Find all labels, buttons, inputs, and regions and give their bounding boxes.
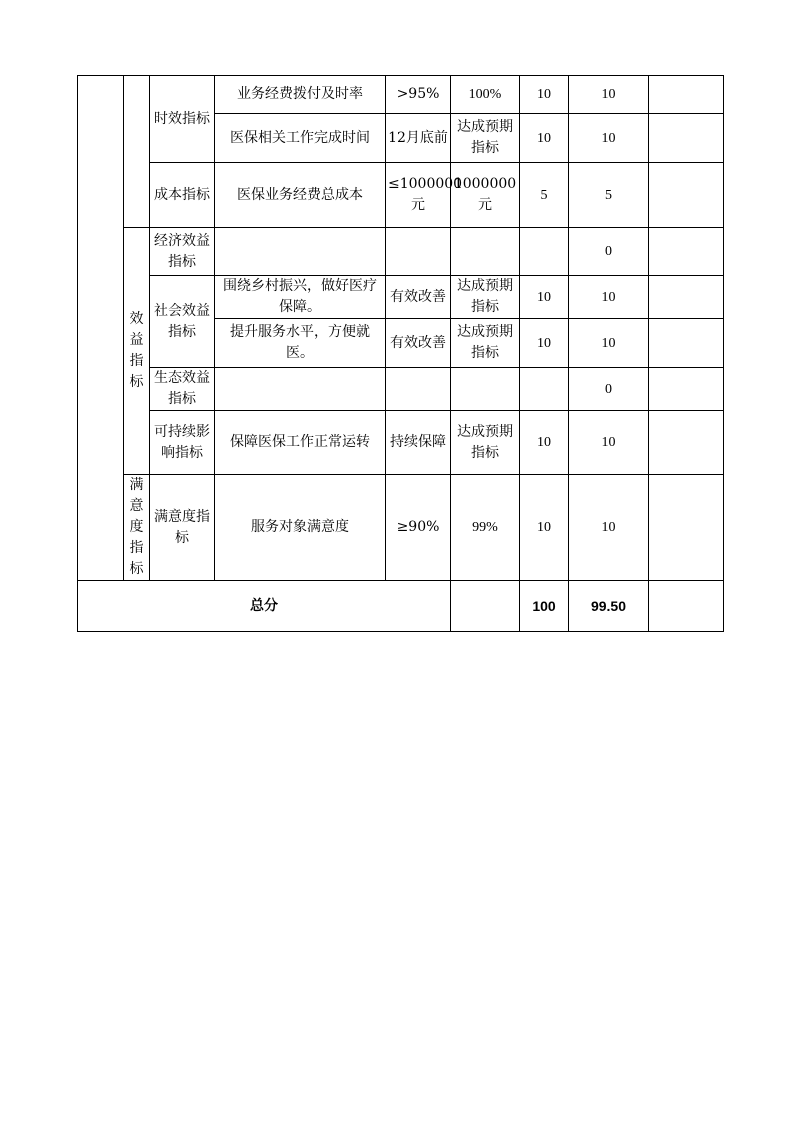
note-cell <box>649 114 724 163</box>
table-row <box>78 76 724 114</box>
table-row <box>78 276 724 319</box>
weight-cell: 10 <box>520 411 569 475</box>
table-row <box>78 411 724 475</box>
table-row <box>78 475 724 581</box>
target-cell: 持续保障 <box>386 411 451 475</box>
target-cell <box>386 368 451 411</box>
weight-cell <box>520 228 569 276</box>
note-cell <box>649 163 724 228</box>
level2-cell: 社会效益指标 <box>150 276 215 368</box>
indicator-cell <box>215 228 386 276</box>
weight-cell: 10 <box>520 319 569 368</box>
level2-cell: 满意度指标 <box>150 475 215 581</box>
actual-cell: 达成预期指标 <box>451 276 520 319</box>
note-cell <box>649 368 724 411</box>
level1-cell <box>124 76 150 228</box>
indicator-cell <box>215 368 386 411</box>
score-cell: 5 <box>569 163 649 228</box>
actual-cell: 达成预期指标 <box>451 114 520 163</box>
total-score: 99.50 <box>569 581 649 632</box>
performance-table <box>77 75 724 632</box>
note-cell <box>649 411 724 475</box>
score-cell: 10 <box>569 114 649 163</box>
indicator-cell: 围绕乡村振兴，做好医疗保障。 <box>215 276 386 319</box>
weight-cell <box>520 368 569 411</box>
note-cell <box>649 276 724 319</box>
table-row <box>78 368 724 411</box>
target-cell: ≥90% <box>386 475 451 581</box>
weight-cell: 10 <box>520 76 569 114</box>
level0-cell <box>78 76 124 581</box>
total-row <box>78 581 724 632</box>
indicator-cell: 医保业务经费总成本 <box>215 163 386 228</box>
score-cell: 0 <box>569 368 649 411</box>
level2-cell: 可持续影响指标 <box>150 411 215 475</box>
note-cell <box>649 76 724 114</box>
indicator-cell: 保障医保工作正常运转 <box>215 411 386 475</box>
score-cell: 10 <box>569 475 649 581</box>
actual-cell: 达成预期指标 <box>451 411 520 475</box>
table-row <box>78 163 724 228</box>
target-cell: >95% <box>386 76 451 114</box>
level1-cell: 满意度指标 <box>124 475 150 581</box>
actual-cell: 达成预期指标 <box>451 319 520 368</box>
indicator-cell: 业务经费拨付及时率 <box>215 76 386 114</box>
level1-cell: 效益指标 <box>124 228 150 475</box>
actual-cell <box>451 228 520 276</box>
score-cell: 10 <box>569 276 649 319</box>
total-actual-cell <box>451 581 520 632</box>
actual-cell: 99% <box>451 475 520 581</box>
score-cell: 0 <box>569 228 649 276</box>
level2-cell: 成本指标 <box>150 163 215 228</box>
total-label: 总分 <box>78 581 451 632</box>
target-cell <box>386 228 451 276</box>
total-note-cell <box>649 581 724 632</box>
weight-cell: 10 <box>520 114 569 163</box>
score-cell: 10 <box>569 76 649 114</box>
score-cell: 10 <box>569 319 649 368</box>
indicator-cell: 医保相关工作完成时间 <box>215 114 386 163</box>
table-row <box>78 228 724 276</box>
target-cell: 有效改善 <box>386 276 451 319</box>
weight-cell: 5 <box>520 163 569 228</box>
level2-cell: 生态效益指标 <box>150 368 215 411</box>
note-cell <box>649 475 724 581</box>
actual-cell <box>451 368 520 411</box>
actual-cell: 100% <box>451 76 520 114</box>
weight-cell: 10 <box>520 276 569 319</box>
note-cell <box>649 319 724 368</box>
target-cell: 12月底前 <box>386 114 451 163</box>
indicator-cell: 提升服务水平，方便就医。 <box>215 319 386 368</box>
note-cell <box>649 228 724 276</box>
actual-cell: 1000000元 <box>451 163 520 228</box>
target-cell: 有效改善 <box>386 319 451 368</box>
weight-cell: 10 <box>520 475 569 581</box>
target-cell: ≤1000000元 <box>386 163 451 228</box>
total-weight: 100 <box>520 581 569 632</box>
score-cell: 10 <box>569 411 649 475</box>
level2-cell: 时效指标 <box>150 76 215 163</box>
indicator-cell: 服务对象满意度 <box>215 475 386 581</box>
level2-cell: 经济效益指标 <box>150 228 215 276</box>
